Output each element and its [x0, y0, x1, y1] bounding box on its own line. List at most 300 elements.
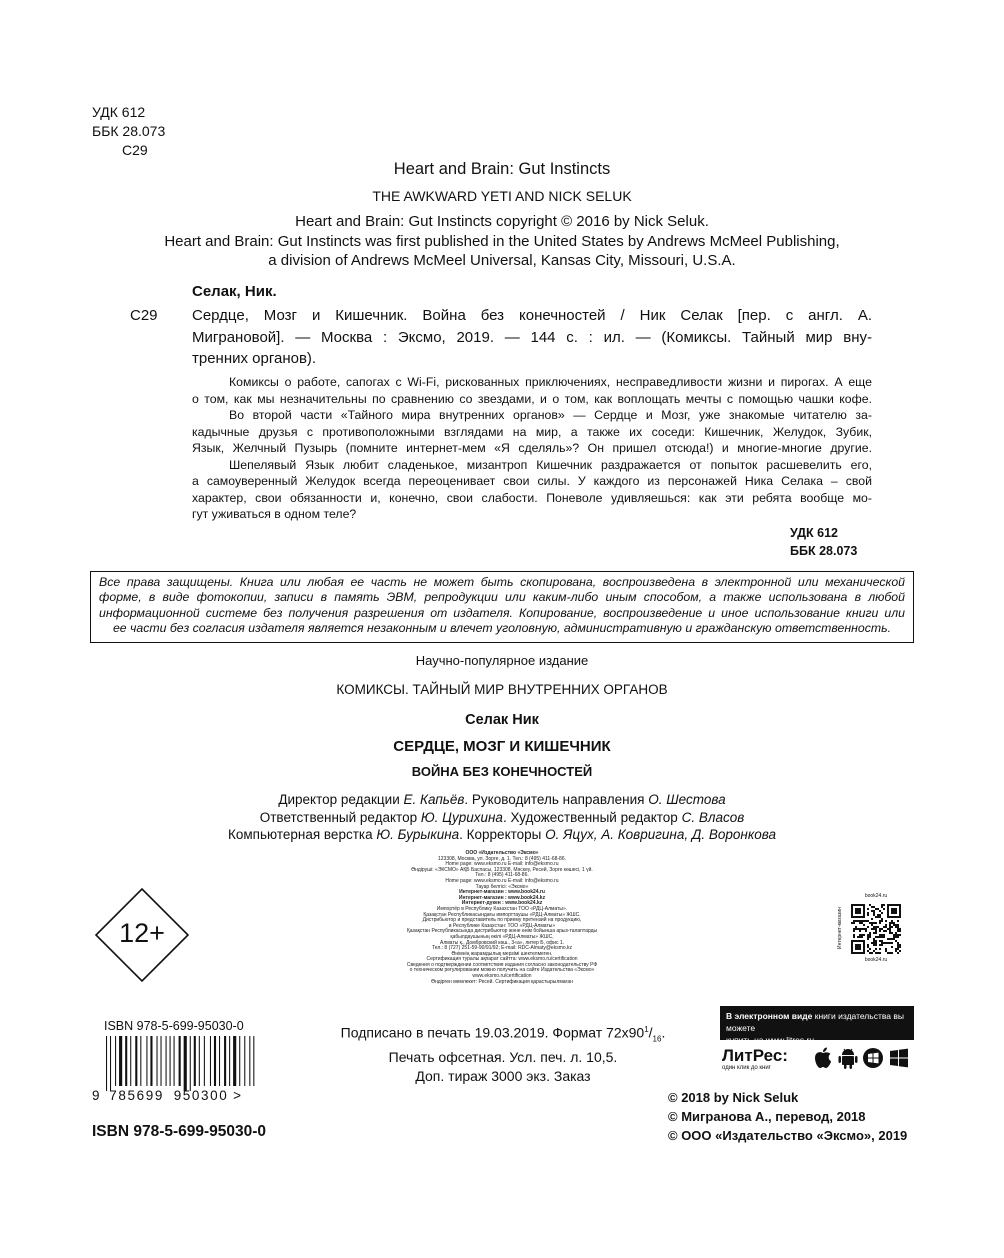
qr-module [893, 934, 895, 936]
annotation-line: гут уживаться в одном теле? [192, 507, 357, 521]
litres-banner [720, 1006, 914, 1045]
qr-module [875, 944, 877, 946]
print-format-text: Подписано в печать 19.03.2019. Формат 72х90 [340, 1024, 645, 1041]
barcode-bar [140, 1036, 141, 1086]
qr-module [879, 922, 881, 924]
publisher-info-line: Интернет-магазин : www.book24.kz [458, 894, 546, 901]
qr-module [875, 908, 877, 910]
barcode-bar [106, 1036, 107, 1091]
barcode-bar [166, 1036, 167, 1086]
qr-module [881, 940, 883, 942]
series-name: КОМИКСЫ. ТАЙНЫЙ МИР ВНУТРЕННИХ ОРГАНОВ [336, 682, 668, 697]
android-icon [837, 1046, 859, 1070]
author-mark: С29 [122, 142, 148, 158]
qr-module [887, 952, 889, 954]
qr-module [875, 936, 877, 938]
qr-module [867, 938, 869, 940]
qr-module [863, 934, 865, 936]
staff-person: О. Яцух, А. Ковригина, Д. Воронкова [545, 827, 776, 842]
publisher-info-line: Дистрибьютор и представитель по приему претензий на продукцию, [422, 917, 582, 924]
qr-module [897, 920, 899, 922]
qr-module [875, 922, 877, 924]
book-title: СЕРДЦЕ, МОЗГ И КИШЕЧНИК [393, 738, 611, 755]
qr-module [889, 930, 891, 932]
qr-module [881, 918, 883, 920]
qr-module [881, 942, 883, 944]
catalog-entry-line: Сердце, Мозг и Кишечник. Война без конечностей / Ник Селак [пер. с англ. А. [192, 307, 872, 324]
publisher-info-line: Интернет-магазин : www.book24.ru [459, 889, 545, 896]
staff-person: О. Шестова [648, 792, 726, 807]
udk-code: УДК 612 [92, 104, 146, 120]
qr-module [881, 904, 883, 906]
qr-module [899, 944, 901, 946]
barcode-bar [249, 1036, 250, 1086]
staff-role: Компьютерная верстка [228, 827, 377, 842]
qr-module [897, 926, 899, 928]
barcode-digit-group: 9 [92, 1088, 100, 1103]
staff-role: . Художественный редактор [502, 809, 682, 825]
qr-module [881, 906, 883, 908]
qr-module [871, 924, 873, 926]
rights-notice [90, 571, 914, 643]
litres-text: книги издательства вы можете [726, 1011, 904, 1033]
publisher-info-line: Интернет-дүкен : www.book24.kz [461, 900, 543, 907]
publisher-info-line: Өндіруші: «ЭКСМО» АҚБ Баспасы, 123308, Мәскеу, Ресей, Зорге көшесі, 1 үй. [411, 866, 593, 873]
qr-module [871, 928, 873, 930]
qr-module [897, 934, 899, 936]
udk-top-block [92, 103, 165, 160]
qr-module [891, 922, 893, 924]
qr-module [867, 934, 869, 936]
publisher-info [372, 851, 632, 985]
qr-module [859, 930, 861, 932]
annotation [192, 374, 872, 523]
original-title: Heart and Brain: Gut Instincts [393, 160, 611, 178]
qr-module [885, 926, 887, 928]
qr-module [871, 952, 873, 954]
qr-module [897, 928, 899, 930]
qr-module [889, 938, 891, 940]
qr-module [899, 928, 901, 930]
qr-module [899, 950, 901, 952]
barcode-bar [184, 1036, 187, 1091]
qr-module [855, 928, 857, 930]
qr-module [875, 916, 877, 918]
qr-module [869, 936, 871, 938]
qr-module [877, 916, 879, 918]
qr-module [891, 932, 893, 934]
staff-line [0, 809, 1004, 827]
qr-module [871, 910, 873, 912]
litres-banner-line [726, 1010, 908, 1034]
barcode-bar [219, 1036, 220, 1086]
qr-module [891, 920, 893, 922]
qr-module [855, 944, 861, 950]
barcode-bar [179, 1036, 181, 1086]
qr-module [893, 922, 895, 924]
original-authors: THE AWKWARD YETI AND NICK SELUK [372, 188, 632, 204]
windows-phone-icon [862, 1046, 884, 1070]
qr-module [859, 928, 861, 930]
copyright-line: © Мигранова А., перевод, 2018 [668, 1109, 866, 1124]
qr-module [881, 944, 883, 946]
qr-module [873, 928, 875, 930]
print-info-line: Подписано в печать 19.03.2019. Формат $72х90^1/_{16}$. [340, 1024, 666, 1044]
qr-module [883, 904, 885, 906]
qr-module [885, 930, 887, 932]
copyright-line: © 2018 by Nick Seluk [668, 1090, 799, 1105]
barcode-bar [194, 1036, 196, 1086]
qr-module [877, 926, 879, 928]
annotation-line: а самоуверенный Желудок всегда переоценивает свои силы. У каждого из персонажей Ника Селака – свой [192, 474, 872, 488]
qr-module [871, 922, 873, 924]
qr-module [877, 936, 879, 938]
qr-module [867, 920, 869, 922]
qr-module [865, 930, 867, 932]
staff-role: . Руководитель направления [464, 792, 649, 807]
publisher-info-line: Тауар белгісі: «Эксмо» [475, 883, 529, 890]
windows-icon [888, 1046, 910, 1070]
age-rating-badge [94, 887, 190, 983]
annotation-line: о том, как мы незначительны по сравнению со звездами, и о том, как воплощать мечты с помощью чашки кофе. [192, 391, 872, 406]
qr-module [889, 922, 891, 924]
qr-module [879, 914, 881, 916]
qr-block [832, 893, 914, 963]
qr-module [891, 942, 893, 944]
qr-module [881, 912, 883, 914]
annotation-line: Во второй части «Тайного мира внутренних органов» — Сердце и Мозг, уже знакомые читателю за- [229, 408, 872, 422]
qr-module [891, 926, 893, 928]
qr-module [861, 920, 863, 922]
qr-module [873, 926, 875, 928]
qr-module [895, 924, 897, 926]
platform-icons [812, 1046, 912, 1072]
qr-module [885, 950, 887, 952]
publisher-info-line: Сведения о подтверждении соответствия издания согласно законодательству РФ [406, 961, 598, 968]
annotation-line: кадычные друзья с противоположными взглядами на мир, а также их соседи: Кишечник, Желудок, Зубик, [192, 424, 872, 439]
qr-module [891, 946, 893, 948]
qr-module [867, 914, 869, 916]
qr-module [895, 934, 897, 936]
qr-module [857, 936, 859, 938]
qr-module [879, 934, 881, 936]
staff-person: Ю. Бурыкина [376, 827, 460, 842]
qr-module [869, 904, 871, 906]
barcode-bar [190, 1036, 191, 1091]
qr-module [879, 920, 881, 922]
barcode-bar [174, 1036, 175, 1086]
print-info-line: Печать офсетная. Усл. печ. л. 10,5. [388, 1049, 618, 1066]
qr-module [867, 912, 869, 914]
qr-module [873, 914, 875, 916]
rights-line: информационной системе без получения разрешения от издателя. Копирование, воспроизведение и иное использование книги или [99, 605, 905, 620]
qr-module [875, 932, 877, 934]
rights-line: Все права защищены. Книга или любая ее часть не может быть скопирована, воспроизведена в электронной или механической [99, 575, 905, 589]
qr-module [861, 922, 863, 924]
udk-code: УДК 612 [790, 526, 839, 540]
qr-module [895, 940, 897, 942]
qr-module [871, 906, 873, 908]
format-numerator: 1 [644, 1025, 649, 1034]
litres-tagline: один клик до книг [722, 1065, 771, 1071]
qr-module [893, 924, 895, 926]
barcode-bar [224, 1036, 226, 1086]
qr-module [873, 910, 875, 912]
qr-module [895, 932, 897, 934]
qr-module [863, 928, 865, 930]
qr-module [881, 934, 883, 936]
staff-role: Ответственный редактор [259, 809, 421, 825]
publisher-info-line: Тел.: 8 (495) 411-68-86. [475, 872, 529, 879]
qr-module [875, 928, 877, 930]
qr-module [873, 922, 875, 924]
editorial-staff [0, 791, 1004, 844]
barcode-digit-group: 950300 [173, 1088, 229, 1103]
qr-module [899, 946, 901, 948]
publisher-info-line: 123308, Москва, ул. Зорге, д. 1. Тел.: 8 (495) 411-68-86. [437, 855, 567, 862]
qr-module [855, 920, 857, 922]
barcode-bar [135, 1036, 137, 1086]
qr-module [867, 946, 869, 948]
qr-module [897, 944, 899, 946]
qr-module [889, 942, 891, 944]
qr-module [887, 938, 889, 940]
qr-module [893, 936, 895, 938]
qr-module [853, 936, 855, 938]
staff-person: С. Власов [681, 809, 745, 825]
bbk-code: ББК 28.073 [92, 123, 166, 139]
staff-line [0, 826, 1004, 844]
qr-module [857, 920, 859, 922]
qr-module [873, 912, 875, 914]
barcode-bar [239, 1036, 240, 1086]
qr-module [855, 908, 861, 914]
barcode-bar [157, 1036, 158, 1086]
isbn-large: ISBN 978-5-699-95030-0 [92, 1123, 267, 1140]
qr-module [873, 944, 875, 946]
barcode [104, 1036, 256, 1096]
qr-module [875, 942, 877, 944]
staff-role: Директор редакции [278, 792, 404, 807]
qr-module [875, 952, 877, 954]
qr-module [873, 938, 875, 940]
print-info-line: Доп. тираж 3000 экз. Заказ [415, 1068, 591, 1085]
staff-person: Е. Капьёв [403, 792, 465, 807]
qr-module [853, 920, 855, 922]
qr-module [867, 936, 869, 938]
barcode-bar [110, 1036, 111, 1091]
catalog-entry [192, 305, 872, 370]
qr-module [871, 918, 873, 920]
barcode-bar [199, 1036, 200, 1086]
qr-module [869, 934, 871, 936]
qr-module [859, 922, 861, 924]
qr-module [867, 908, 869, 910]
qr-module [883, 934, 885, 936]
barcode-bar [244, 1036, 245, 1086]
copyrights [668, 1088, 907, 1145]
isbn-small: ISBN 978-5-699-95030-0 [104, 1019, 244, 1033]
publisher-info-line: Өнімнің жарамдылық мерзімі шектелмеген. [451, 950, 553, 957]
qr-module [875, 948, 877, 950]
barcode-bars [104, 1036, 256, 1091]
qr-module [887, 942, 889, 944]
qr-module [879, 930, 881, 932]
annotation-line: Шепелявый Язык любит сладенькое, мизантроп Кишечник раздражается от попыток расшевелить его, [229, 457, 872, 472]
qr-code-icon [848, 901, 904, 957]
qr-module [889, 928, 891, 930]
qr-module [859, 934, 861, 936]
qr-side-label: Интернет-магазин [837, 907, 843, 949]
qr-module [869, 952, 871, 954]
publisher-info-line: Тел.: 8 (727) 251-59-90/91/92; E-mail: RDC-Almaty@eksmo.kz [431, 945, 573, 952]
qr-module [861, 928, 863, 930]
barcode-digits [92, 1088, 241, 1103]
barcode-bar [233, 1036, 236, 1086]
litres-link: купить на www.litres.ru [726, 1035, 815, 1045]
qr-module [885, 920, 887, 922]
english-copyright [90, 212, 914, 271]
annotation-line: Комиксы о работе, сапогах с Wi-Fi, рискованных приключениях, несправедливости жизни и пирогах. А еще [229, 375, 872, 389]
english-copyright-line: a division of Andrews McMeel Universal, Kansas City, Missouri, U.S.A. [268, 252, 736, 269]
qr-module [883, 908, 885, 910]
publisher-info-line: Home page: www.eksmo.ru E-mail: info@eksmo.ru [445, 877, 559, 884]
qr-module [863, 924, 865, 926]
qr-module [859, 920, 861, 922]
age-rating-label: 12+ [119, 918, 165, 948]
qr-module [879, 928, 881, 930]
qr-module [877, 952, 879, 954]
catalog-code: С29 [130, 307, 158, 324]
qr-module [879, 952, 881, 954]
annotation-line: Язык, Желчный Пузырь (помните интернет-мем «Я сделяль»? Он пришел отсюда!) и многие-многие другие. [192, 441, 872, 455]
qr-module [869, 922, 871, 924]
qr-module [891, 938, 893, 940]
udk-bottom-block [790, 525, 857, 560]
qr-module [879, 936, 881, 938]
qr-module [891, 952, 893, 954]
barcode-bar [210, 1036, 211, 1086]
qr-module [853, 934, 855, 936]
apple-icon [812, 1046, 834, 1070]
barcode-bar [170, 1036, 171, 1086]
qr-module [887, 928, 889, 930]
qr-module [899, 930, 901, 932]
rights-line: форме, в виде фотокопии, записи в память ЭВМ, репродукции или каким-либо иным способом, а также использована в любой [99, 590, 905, 605]
qr-module [877, 908, 879, 910]
qr-module [883, 942, 885, 944]
qr-module [853, 922, 855, 924]
edition-type: Научно-популярное издание [415, 653, 589, 668]
catalog-entry-line: Миграновой]. — Москва : Эксмо, 2019. — 144 с. : ил. — (Комиксы. Тайный мир вну- [192, 328, 872, 346]
barcode-bar [119, 1036, 122, 1086]
barcode-bar [214, 1036, 216, 1086]
barcode-digit-group: 785699 [109, 1088, 164, 1103]
author-heading: Селак, Ник. [192, 283, 277, 300]
qr-module [877, 914, 879, 916]
qr-module [873, 950, 875, 952]
format-denominator: 16 [652, 1034, 662, 1044]
staff-person: Ю. Цурихина [420, 809, 503, 825]
print-info [318, 1020, 688, 1086]
barcode-bar [150, 1036, 152, 1086]
barcode-bar [115, 1036, 116, 1086]
qr-module [885, 924, 887, 926]
publisher-info-line: Home page: www.eksmo.ru E-mail: info@eksmo.ru [445, 861, 559, 868]
qr-module [867, 944, 869, 946]
qr-module [893, 938, 895, 940]
litres-emphasis: В электронном виде [726, 1011, 813, 1021]
qr-module [891, 908, 897, 914]
staff-role: . Корректоры [459, 827, 546, 842]
barcode-bar [125, 1036, 127, 1086]
english-copyright-line: Heart and Brain: Gut Instincts was first published in the United States by Andrews McMeel Publishing, [164, 232, 840, 250]
qr-module [855, 926, 857, 928]
qr-module [861, 934, 863, 936]
qr-module [863, 920, 865, 922]
litres-logo: ЛитРес: [722, 1046, 788, 1065]
qr-module [895, 936, 897, 938]
qr-module [875, 940, 877, 942]
qr-module [895, 926, 897, 928]
qr-module [875, 926, 877, 928]
qr-module [897, 948, 899, 950]
publisher-info-line: о техническом регулировании можно получить на сайте Издательства «Эксмо» [409, 967, 595, 974]
barcode-bar [146, 1036, 147, 1086]
staff-line [0, 791, 1004, 809]
qr-module [867, 950, 869, 952]
qr-module [861, 936, 863, 938]
qr-module [895, 950, 897, 952]
barcode-bar [204, 1036, 205, 1086]
publisher-info-line: ООО «Издательство «Эксмо» [465, 850, 539, 856]
qr-module [897, 930, 899, 932]
qr-module [873, 942, 875, 944]
author-name: Селак Ник [465, 712, 539, 728]
annotation-line: характер, свои обязанности и, конечно, свои слабости. Поневоле удивляешься: как эти ребята вообще мо- [192, 490, 872, 505]
barcode-bar [130, 1036, 131, 1086]
qr-module [889, 926, 891, 928]
qr-module [899, 934, 901, 936]
qr-module [879, 940, 881, 942]
qr-module [873, 932, 875, 934]
barcode-bar [229, 1036, 230, 1086]
qr-module [851, 922, 853, 924]
qr-module [869, 948, 871, 950]
qr-top-label: book24.ru [864, 893, 888, 899]
catalog-entry-line: тренних органов). [192, 350, 317, 367]
qr-module [883, 926, 885, 928]
barcode-bar [253, 1036, 254, 1086]
qr-module [897, 952, 899, 954]
qr-module [875, 930, 877, 932]
qr-module [889, 932, 891, 934]
qr-module [865, 920, 867, 922]
qr-module [897, 924, 899, 926]
bbk-code: ББК 28.073 [790, 543, 858, 558]
qr-module [853, 930, 855, 932]
barcode-digit-group: > [233, 1088, 242, 1103]
qr-module [897, 936, 899, 938]
qr-module [865, 928, 867, 930]
book-subtitle: ВОЙНА БЕЗ КОНЕЧНОСТЕЙ [411, 764, 593, 779]
publisher-info-line: Қазақстан Республикасында дистрибьютор және өнім бойынша арыз-талаптарды [406, 928, 598, 935]
qr-module [869, 932, 871, 934]
qr-module [867, 926, 869, 928]
qr-module [897, 942, 899, 944]
qr-module [879, 944, 881, 946]
qr-module [879, 948, 881, 950]
